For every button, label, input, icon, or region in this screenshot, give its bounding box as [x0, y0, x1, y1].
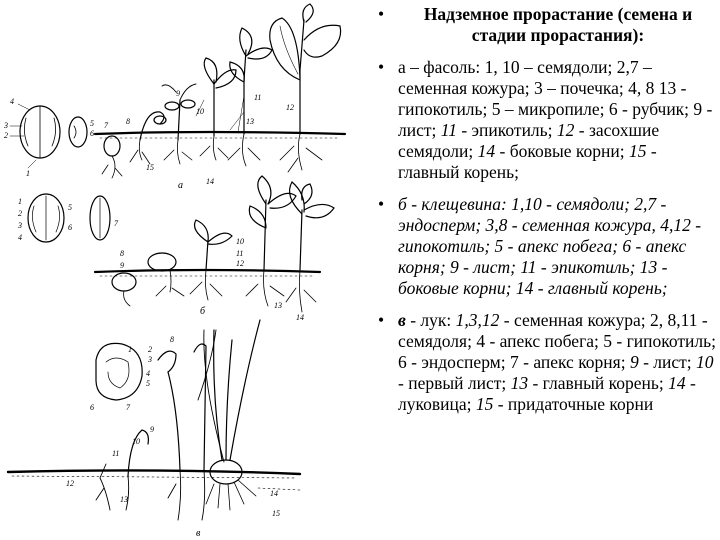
label-a-3: 3 — [4, 121, 8, 130]
label-c-9: 9 — [150, 425, 154, 434]
label-a-7: 7 — [104, 121, 108, 130]
label-a-9: 9 — [176, 89, 180, 98]
row-label-a: а — [178, 180, 183, 191]
label-b-7: 7 — [114, 219, 118, 228]
soil-line-a — [95, 132, 345, 134]
label-b-10: 10 — [236, 237, 244, 246]
label-b-6: 6 — [68, 223, 72, 232]
onion-letter: в — [398, 310, 406, 330]
label-c-1: 1 — [128, 345, 132, 354]
label-b-14: 14 — [296, 313, 304, 322]
bean-seed-side — [69, 117, 87, 147]
bullet: • — [378, 57, 385, 77]
label-c-5: 5 — [146, 379, 150, 388]
label-c-3: 3 — [148, 355, 152, 364]
label-a-15: 15 — [146, 163, 154, 172]
castor-row — [28, 176, 334, 312]
label-b-5: 5 — [68, 203, 72, 212]
row-label-b: б — [200, 306, 206, 317]
onion-row — [8, 320, 300, 520]
soil-line-b — [95, 270, 320, 272]
label-c-4: 4 — [146, 369, 150, 378]
bullet: • — [378, 194, 385, 214]
label-a-11: 11 — [254, 93, 262, 102]
castor-mature-stem — [300, 210, 302, 270]
label-a-1: 1 — [26, 169, 30, 178]
label-a-12: 12 — [286, 103, 294, 112]
bean-mature-stem — [300, 20, 304, 134]
onion-seed — [96, 343, 142, 400]
label-b-12: 12 — [236, 259, 244, 268]
label-a-13: 13 — [246, 117, 254, 126]
label-a-10: 10 — [196, 107, 204, 116]
label-a-6: 6 — [90, 129, 94, 138]
label-b-3: 3 — [18, 221, 22, 230]
row-label-c: в — [196, 528, 201, 539]
label-c-15: 15 — [272, 509, 280, 518]
label-b-4: 4 — [18, 233, 22, 242]
soil-line-c — [8, 470, 300, 474]
label-b-13: 13 — [274, 301, 282, 310]
description-panel — [372, 4, 718, 426]
label-a-2: 2 — [4, 131, 8, 140]
label-a-14: 14 — [206, 177, 214, 186]
label-c-8: 8 — [170, 335, 174, 344]
castor-letter: б — [398, 194, 407, 214]
label-c-10: 10 — [132, 437, 140, 446]
label-b-2: 2 — [18, 209, 22, 218]
onion-description: в - лук: 1,3,12 - семенная кожура; 2, 8,11 - семядоля; 4 - апекс побега; 5 - гипокотиль; 6 - эндосперм; 7 - апекс корня; 9 - лист; 10 - первый лист; 13 - главный корень; 14 - луковица; 15 - придаточные корни — [398, 310, 716, 414]
label-a-5: 5 — [90, 119, 94, 128]
section-title: Надземное прорастание (семена и стадии прорастания): — [423, 4, 693, 45]
label-c-14: 14 — [270, 489, 278, 498]
castor-description: б - клещевина: 1,10 - семядоли; 2,7 - эндосперм; 3,8 - семенная кожура, 4,12 - гипокотиль; 5 - апекс побега; 6 - апекс корня; 9 - лист; 11 - эпикотиль; 13 - боковые корни; 14 - главный корень; — [398, 194, 702, 298]
label-c-2: 2 — [148, 345, 152, 354]
label-b-8: 8 — [120, 249, 124, 258]
label-c-13: 13 — [120, 495, 128, 504]
label-c-12: 12 — [66, 479, 74, 488]
list-item-title — [372, 4, 718, 46]
bullet: • — [378, 4, 385, 24]
bullet: • — [378, 310, 385, 330]
list-item-castor — [372, 194, 718, 299]
label-b-1: 1 — [18, 197, 22, 206]
label-b-9: 9 — [120, 261, 124, 270]
bean-description: а – фасоль: 1, 10 – семядоли; 2,7 – семенная кожура; 3 – почечка; 4, 8 13 - гипокотиль; 5 – микропиле; 6 - рубчик; 9 - лист; 11 - эпикотиль; 12 - засохшие семядоли; 14 - боковые корни; 15 - главный корень; — [398, 57, 713, 182]
label-a-4: 4 — [10, 97, 14, 106]
label-a-8: 8 — [126, 117, 130, 126]
label-c-11: 11 — [112, 449, 120, 458]
bean-letter: а — [398, 57, 406, 77]
label-c-6: 6 — [90, 403, 94, 412]
list-item-onion — [372, 310, 718, 415]
label-c-7: 7 — [126, 403, 130, 412]
label-b-11: 11 — [236, 249, 244, 258]
list-item-bean — [372, 57, 718, 183]
